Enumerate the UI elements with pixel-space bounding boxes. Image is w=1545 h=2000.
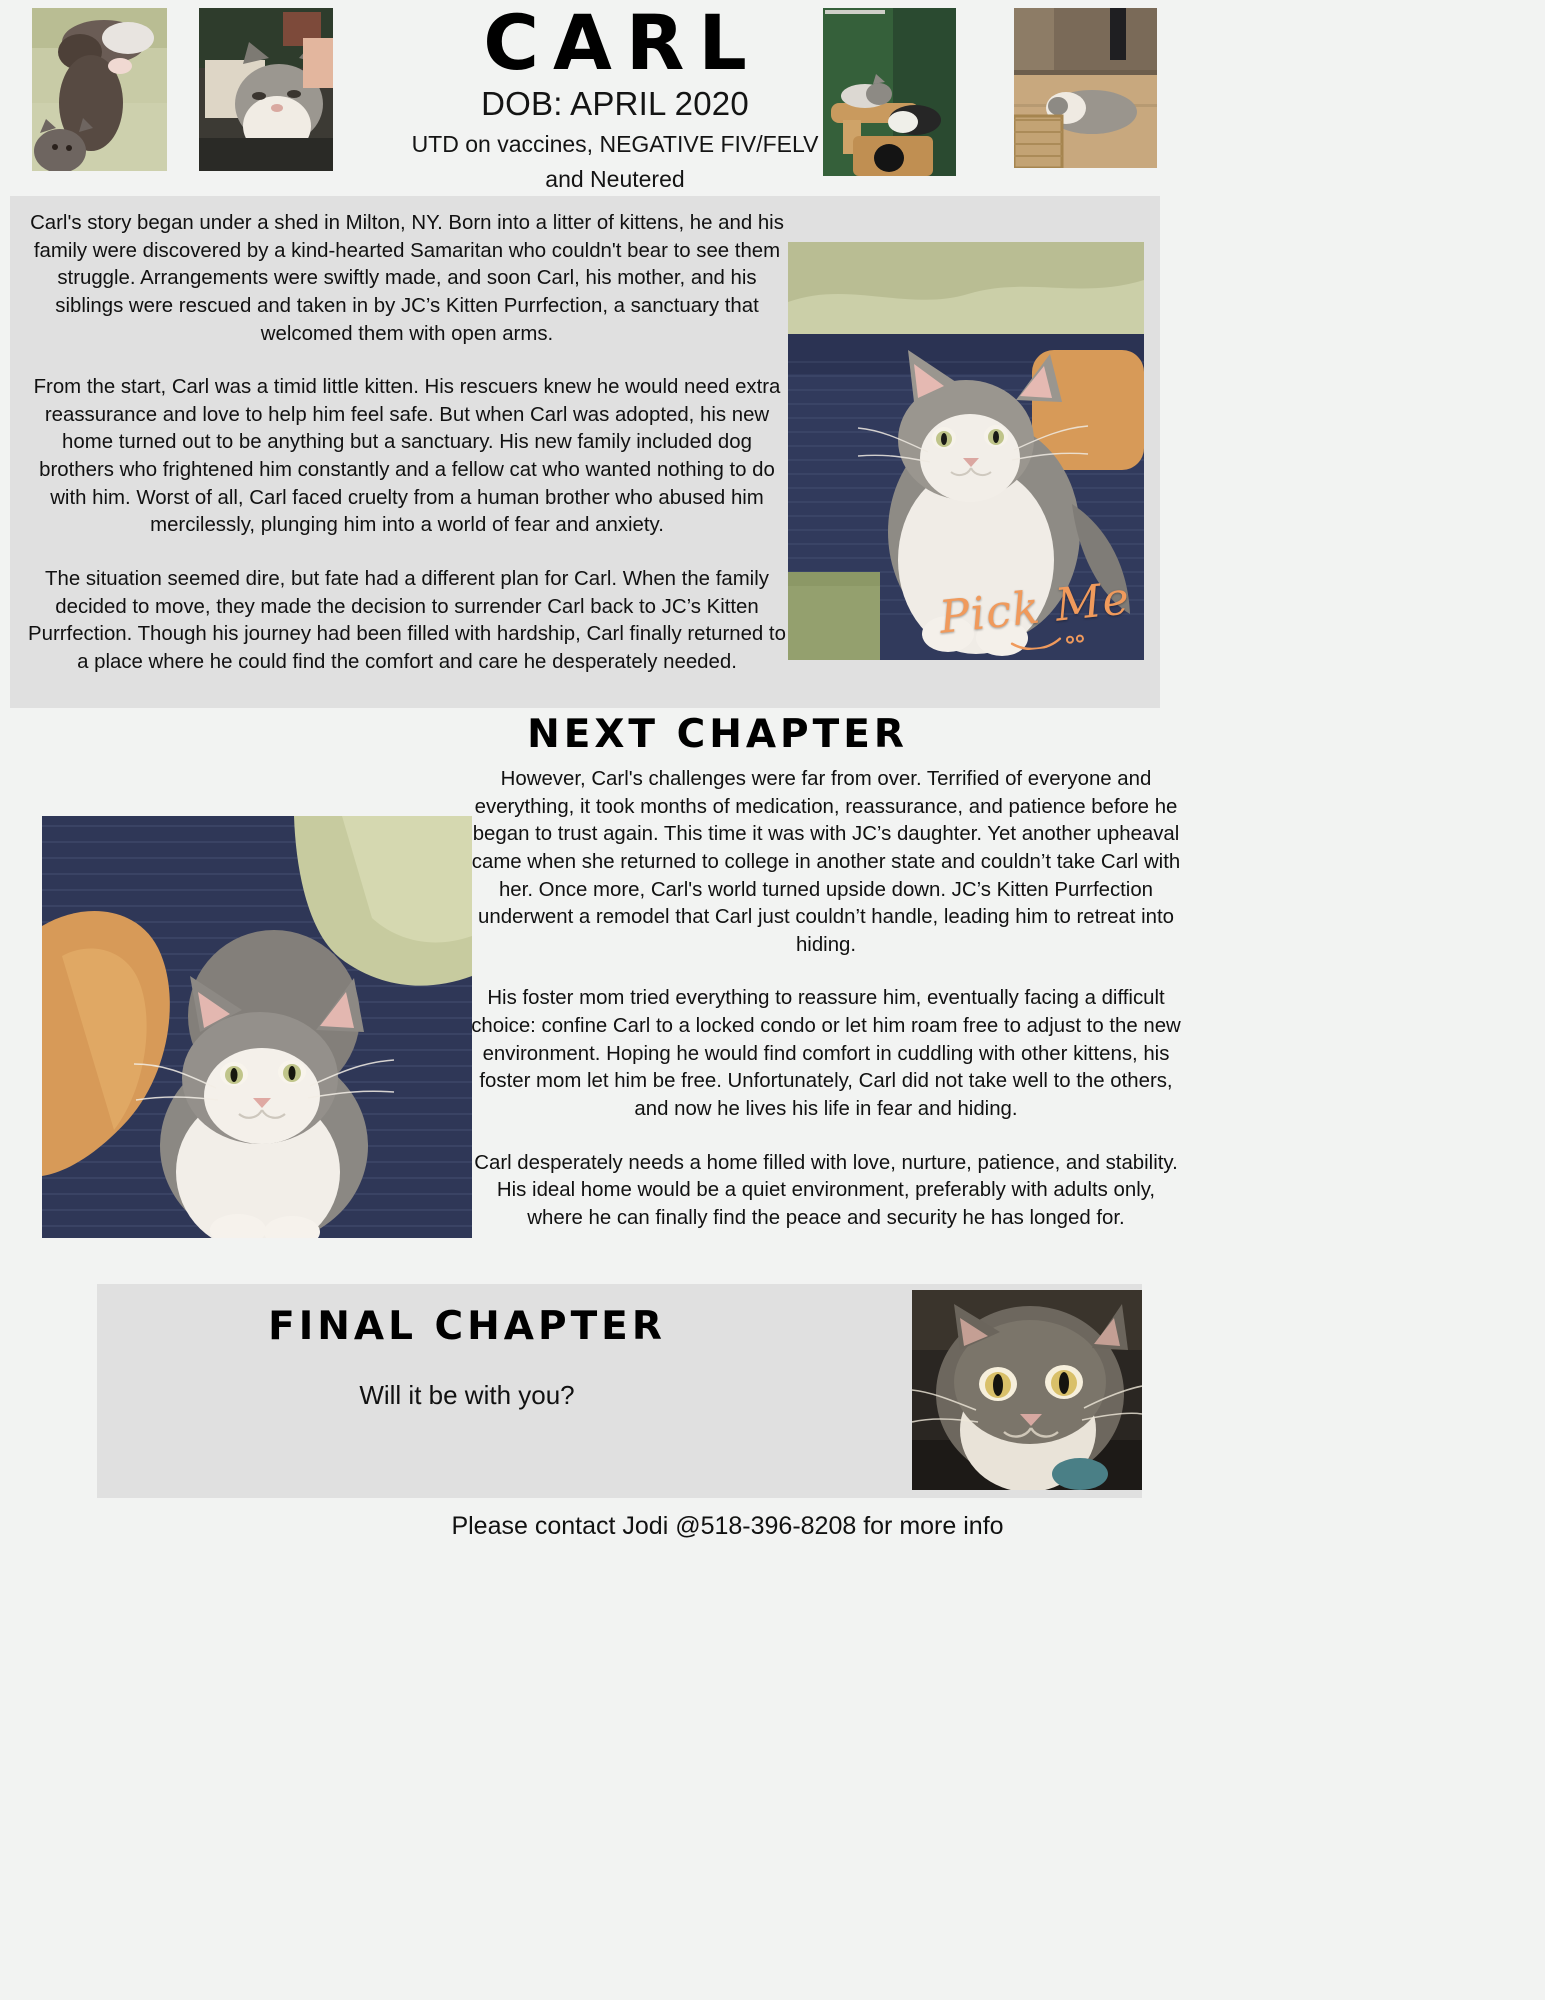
header-thumbnail-carl-closeup (199, 8, 333, 171)
story-paragraph-2: From the start, Carl was a timid little kitten. His rescuers knew he would need extra reassurance and love to help him feel safe. But when Carl was adopted, his new home turned out to be anything but a sanctuary. His new family included dog brothers who frightened him constantly and a fellow cat who wanted nothing to do with him. Worst of all, Carl faced cruelty from a human brother who abused him mercilessly, plunging him into a world of fear and anxiety. (33, 376, 781, 537)
final-chapter-section (97, 1284, 1142, 1498)
dob-line: DOB: APRIL 2020 (481, 85, 749, 123)
pick-me-overlay: Pick Me (936, 571, 1133, 644)
neutered-line: and Neutered (545, 165, 685, 192)
story-paragraph-1: Carl's story began under a shed in Milton, NY. Born into a litter of kittens, he and his family were discovered by a kind-hearted Samaritan who couldn't bear to see them struggle. Arrangements were swiftly made, and soon Carl, his mother, and his siblings were rescued and taken in by JC’s Kitten Purrfection, a sanctuary that welcomed them with open arms. (30, 212, 784, 345)
contact-footer: Please contact Jodi @518-396-8208 for more info (451, 1512, 1004, 1540)
next-chapter-paragraph-3: Carl desperately needs a home filled with love, nurture, patience, and stability. His ideal home would be a quiet environment, preferably with adults only, where he can finally find the peace and security he has longed for. (474, 1151, 1178, 1229)
next-chapter-photo (42, 816, 472, 1238)
kittens-cat-tree-photo (823, 8, 956, 176)
header-thumbnail-carl-floor (1014, 8, 1157, 168)
header-thumbnail-kittens-pile (32, 8, 167, 171)
final-chapter-question: Will it be with you? (359, 1380, 575, 1410)
story-photo (788, 242, 1144, 660)
next-chapter-paragraph-1: However, Carl's challenges were far from over. Terrified of everyone and everything, it took months of medication, reassurance, and patience before he began to trust again. This time it was with JC’s daughter. Yet another upheaval came when she returned to college in another state and couldn’t take Carl with her. Once more, Carl's world turned upside down. JC’s Kitten Purrfection underwent a remodel that Carl just couldn’t handle, leading him to retreat into hiding. (471, 768, 1181, 956)
vaccine-status-line: UTD on vaccines, NEGATIVE FIV/FELV (411, 131, 819, 158)
kittens-pile-photo (32, 8, 167, 171)
story-text (22, 210, 792, 677)
header (0, 0, 1545, 192)
carl-closeup-photo (199, 8, 333, 171)
story-paragraph-3: The situation seemed dire, but fate had a different plan for Carl. When the family decided to move, they made the decision to surrender Carl back to JC’s Kitten Purrfection. Though his journey had been filled with hardship, Carl finally returned to a place where he could find the comfort and care he desperately needed. (28, 568, 786, 673)
page-title: CARL (483, 0, 761, 87)
carl-on-couch-photo (42, 816, 472, 1238)
final-chapter-photo (912, 1290, 1142, 1490)
final-chapter-heading: FINAL CHAPTER (268, 1304, 666, 1349)
next-chapter-text (470, 766, 1182, 1233)
title-block (395, 0, 835, 194)
carl-on-floor-photo (1014, 8, 1157, 168)
story-section (10, 196, 1160, 708)
header-thumbnail-cat-tree (823, 8, 956, 176)
next-chapter-paragraph-2: His foster mom tried everything to reassure him, eventually facing a difficult choice: confine Carl to a locked condo or let him roam free to adjust to the new environment. Hoping he would find comfort in cuddling with other kittens, his foster mom let him be free. Unfortunately, Carl did not take well to the others, and now he lives his life in fear and hiding. (471, 987, 1181, 1121)
carl-face-photo (912, 1290, 1142, 1490)
next-chapter-heading: NEXT CHAPTER (527, 712, 908, 757)
